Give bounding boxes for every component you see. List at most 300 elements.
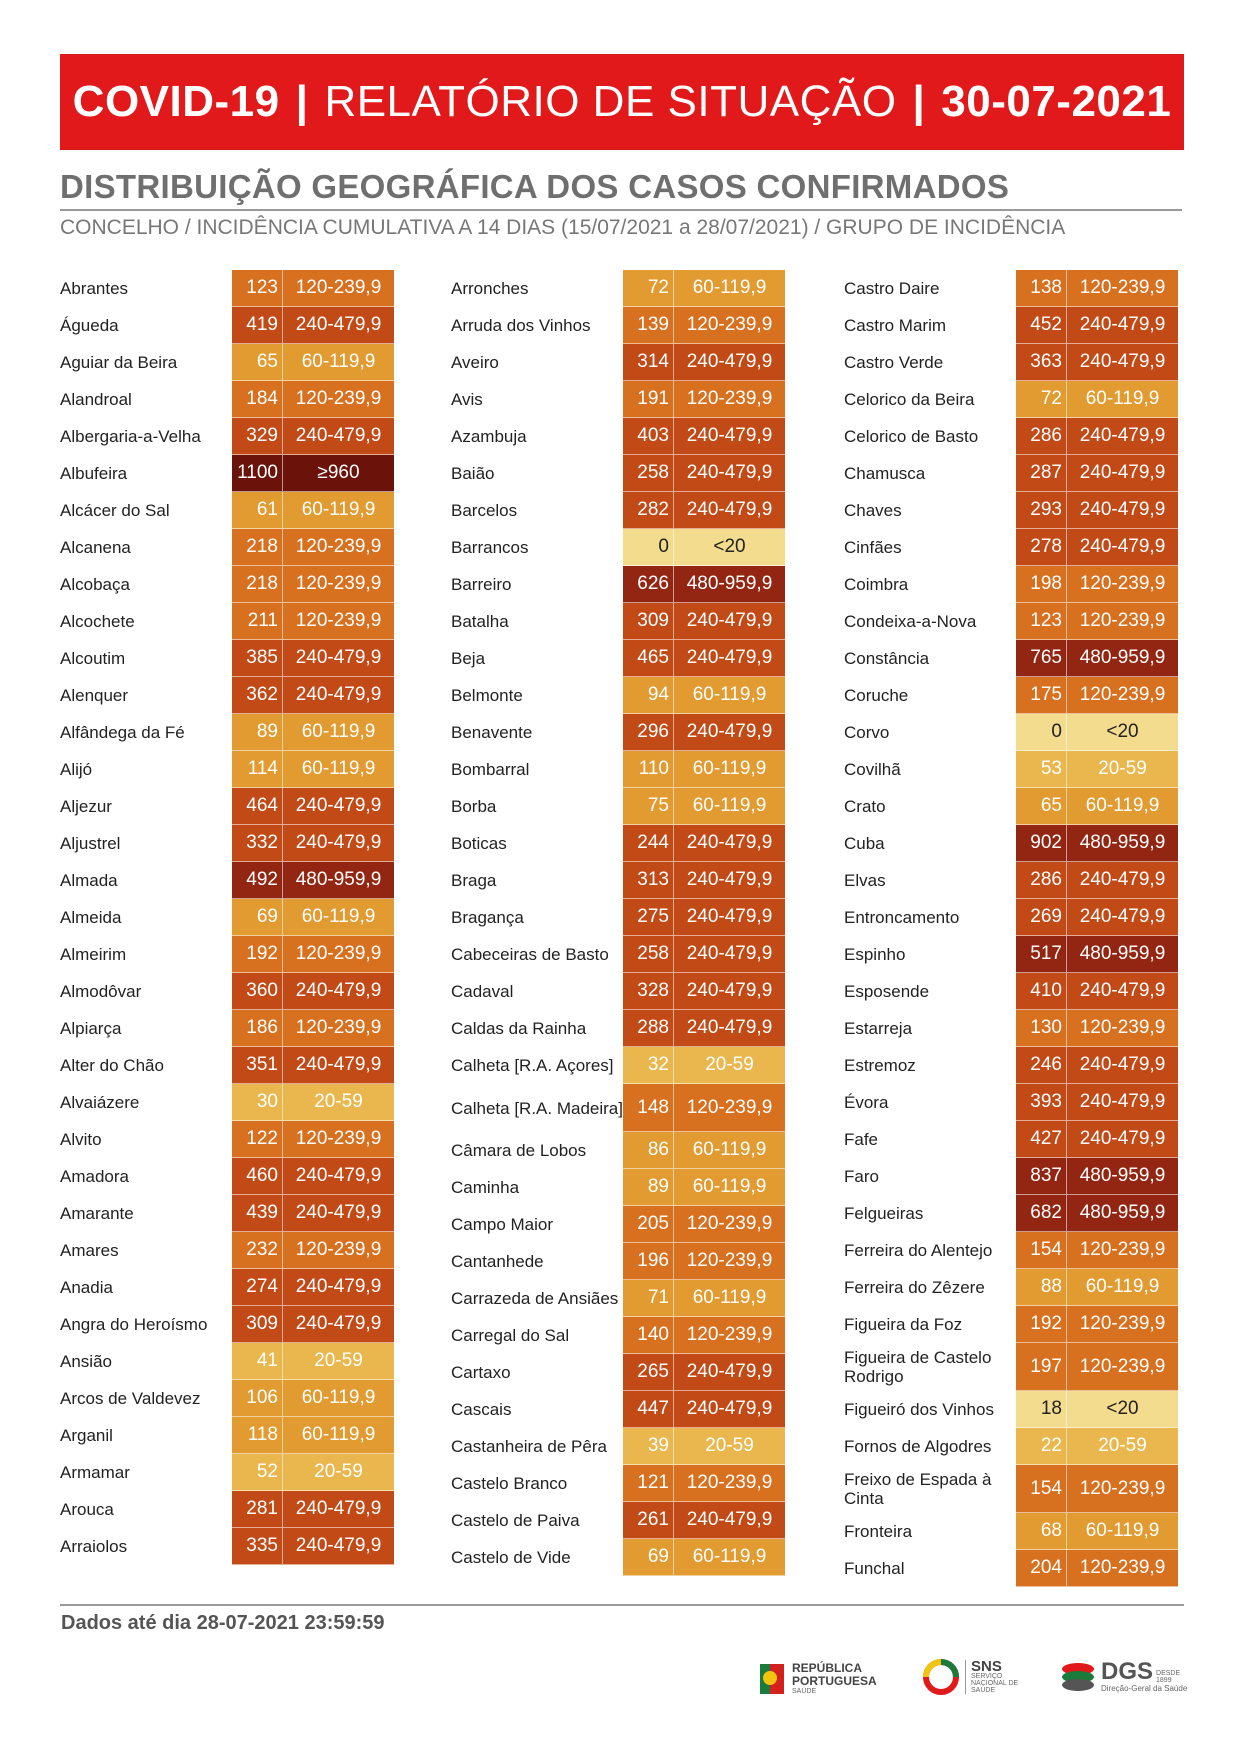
incidence-value: 393 — [1016, 1084, 1067, 1121]
dgs-logo — [1060, 1658, 1187, 1694]
incidence-value: 139 — [623, 307, 674, 344]
municipality-name: Braga — [451, 871, 497, 890]
incidence-value: 123 — [232, 270, 283, 307]
incidence-group: 240-479,9 — [283, 825, 394, 862]
table-row — [451, 640, 791, 677]
incidence-group: 240-479,9 — [283, 418, 394, 455]
incidence-group: 240-479,9 — [283, 1047, 394, 1084]
table-column-1 — [60, 270, 400, 1565]
table-row — [844, 1465, 1184, 1513]
table-row — [844, 1084, 1184, 1121]
municipality-name: Carrazeda de Ansiães — [451, 1289, 619, 1308]
municipality-name: Ferreira do Zêzere — [844, 1278, 985, 1297]
table-row — [451, 677, 791, 714]
table-row — [60, 270, 400, 307]
table-row — [60, 1121, 400, 1158]
incidence-group: 60-119,9 — [674, 1132, 785, 1169]
table-row — [60, 381, 400, 418]
municipality-name: Alijó — [60, 760, 93, 779]
incidence-group: 120-239,9 — [1067, 1550, 1178, 1587]
table-row — [451, 1243, 791, 1280]
incidence-group: 240-479,9 — [674, 973, 785, 1010]
table-row — [451, 566, 791, 603]
incidence-value: 218 — [232, 529, 283, 566]
incidence-group: 60-119,9 — [283, 899, 394, 936]
table-row — [60, 788, 400, 825]
incidence-group: 120-239,9 — [674, 307, 785, 344]
incidence-value: 18 — [1016, 1391, 1067, 1428]
incidence-group: 480-959,9 — [1067, 825, 1178, 862]
incidence-group: 120-239,9 — [283, 566, 394, 603]
incidence-value: 69 — [623, 1539, 674, 1576]
republica-line2: PORTUGUESA — [792, 1673, 877, 1688]
incidence-value: 196 — [623, 1243, 674, 1280]
table-row — [844, 603, 1184, 640]
incidence-value: 313 — [623, 862, 674, 899]
municipality-name: Figueira de Castelo Rodrigo — [844, 1348, 992, 1386]
municipality-name: Aguiar da Beira — [60, 353, 178, 372]
incidence-group: 60-119,9 — [283, 344, 394, 381]
table-row — [451, 1169, 791, 1206]
incidence-value: 439 — [232, 1195, 283, 1232]
incidence-group: 240-479,9 — [1067, 899, 1178, 936]
incidence-value: 517 — [1016, 936, 1067, 973]
table-row — [451, 492, 791, 529]
municipality-name: Armamar — [60, 1463, 130, 1482]
municipality-name: Aljustrel — [60, 834, 121, 853]
municipality-name: Arouca — [60, 1500, 114, 1519]
incidence-value: 293 — [1016, 492, 1067, 529]
table-row — [60, 307, 400, 344]
table-row — [844, 418, 1184, 455]
incidence-group: 20-59 — [1067, 1428, 1178, 1465]
sns-logo — [922, 1658, 1033, 1696]
municipality-name: Cantanhede — [451, 1252, 544, 1271]
municipality-name: Amarante — [60, 1204, 134, 1223]
incidence-value: 68 — [1016, 1513, 1067, 1550]
incidence-group: 60-119,9 — [283, 751, 394, 788]
municipality-name: Abrantes — [60, 279, 129, 298]
table-row — [844, 1010, 1184, 1047]
incidence-value: 72 — [1016, 381, 1067, 418]
table-row — [451, 1539, 791, 1576]
table-row — [844, 1391, 1184, 1428]
footer-divider — [60, 1604, 1184, 1606]
table-row — [451, 714, 791, 751]
incidence-group: <20 — [674, 529, 785, 566]
municipality-name: Cinfães — [844, 538, 902, 557]
municipality-name: Albufeira — [60, 464, 128, 483]
sns-title: SNS — [971, 1658, 1002, 1675]
sns-subtitle: SERVIÇO NACIONAL DE SAÚDE — [971, 1673, 1019, 1694]
incidence-group: 120-239,9 — [283, 1010, 394, 1047]
municipality-name: Arraiolos — [60, 1537, 128, 1556]
table-row — [844, 1195, 1184, 1232]
incidence-group: 240-479,9 — [1067, 529, 1178, 566]
section-title: DISTRIBUIÇÃO GEOGRÁFICA DOS CASOS CONFIRMADOS — [60, 168, 1182, 211]
incidence-group: 240-479,9 — [283, 973, 394, 1010]
incidence-value: 39 — [623, 1428, 674, 1465]
incidence-group: 120-239,9 — [1067, 1010, 1178, 1047]
incidence-group: 240-479,9 — [283, 1195, 394, 1232]
incidence-group: 480-959,9 — [1067, 1195, 1178, 1232]
municipality-name: Campo Maior — [451, 1215, 554, 1234]
table-row — [451, 1465, 791, 1502]
incidence-group: 240-479,9 — [1067, 973, 1178, 1010]
incidence-value: 138 — [1016, 270, 1067, 307]
incidence-value: 410 — [1016, 973, 1067, 1010]
incidence-group: 60-119,9 — [283, 714, 394, 751]
incidence-value: 88 — [1016, 1269, 1067, 1306]
municipality-name: Calheta [R.A. Açores] — [451, 1056, 614, 1075]
title-covid: COVID-19 — [72, 77, 280, 126]
incidence-group: 240-479,9 — [674, 1502, 785, 1539]
table-row — [60, 492, 400, 529]
dgs-subtitle: Direção-Geral da Saúde — [1101, 1683, 1188, 1693]
table-row — [451, 1428, 791, 1465]
republica-line1: REPÚBLICA — [792, 1660, 863, 1675]
incidence-group: 240-479,9 — [283, 640, 394, 677]
table-row — [451, 1317, 791, 1354]
incidence-value: 427 — [1016, 1121, 1067, 1158]
table-row — [60, 1528, 400, 1565]
incidence-value: 447 — [623, 1391, 674, 1428]
municipality-name: Estarreja — [844, 1019, 913, 1038]
incidence-group: 240-479,9 — [1067, 492, 1178, 529]
incidence-value: 232 — [232, 1232, 283, 1269]
municipality-name: Constância — [844, 649, 930, 668]
republica-emblem-icon — [758, 1658, 786, 1698]
municipality-name: Alenquer — [60, 686, 129, 705]
incidence-group: 240-479,9 — [1067, 307, 1178, 344]
municipality-name: Chaves — [844, 501, 902, 520]
municipality-name: Felgueiras — [844, 1204, 924, 1223]
municipality-name: Alcanena — [60, 538, 131, 557]
incidence-value: 22 — [1016, 1428, 1067, 1465]
municipality-name: Aveiro — [451, 353, 499, 372]
incidence-value: 246 — [1016, 1047, 1067, 1084]
table-column-3 — [844, 270, 1184, 1587]
incidence-value: 53 — [1016, 751, 1067, 788]
incidence-value: 106 — [232, 1380, 283, 1417]
table-row — [60, 1010, 400, 1047]
table-row — [60, 603, 400, 640]
municipality-name: Bombarral — [451, 760, 530, 779]
incidence-group: 240-479,9 — [283, 788, 394, 825]
incidence-value: 281 — [232, 1491, 283, 1528]
table-row — [451, 1502, 791, 1539]
municipality-name: Beja — [451, 649, 486, 668]
table-row — [60, 751, 400, 788]
table-row — [60, 418, 400, 455]
table-row — [60, 714, 400, 751]
incidence-group: 480-959,9 — [1067, 640, 1178, 677]
municipality-name: Funchal — [844, 1559, 905, 1578]
municipality-name: Benavente — [451, 723, 533, 742]
municipality-name: Caldas da Rainha — [451, 1019, 587, 1038]
incidence-value: 123 — [1016, 603, 1067, 640]
table-row — [844, 1550, 1184, 1587]
incidence-group: 240-479,9 — [283, 677, 394, 714]
incidence-group: 120-239,9 — [283, 381, 394, 418]
municipality-name: Amadora — [60, 1167, 129, 1186]
table-row — [60, 1343, 400, 1380]
table-row — [451, 418, 791, 455]
table-row — [451, 751, 791, 788]
incidence-group: 240-479,9 — [283, 307, 394, 344]
municipality-name: Alandroal — [60, 390, 132, 409]
incidence-group: 240-479,9 — [283, 1306, 394, 1343]
table-row — [844, 455, 1184, 492]
incidence-value: 288 — [623, 1010, 674, 1047]
section-caption: CONCELHO / INCIDÊNCIA CUMULATIVA A 14 DIAS (15/07/2021 a 28/07/2021) / GRUPO DE INCIDÊNCIA — [60, 216, 1066, 239]
municipality-name: Arruda dos Vinhos — [451, 316, 591, 335]
municipality-name: Cadaval — [451, 982, 514, 1001]
table-row — [451, 1084, 791, 1132]
incidence-value: 385 — [232, 640, 283, 677]
table-row — [60, 862, 400, 899]
incidence-value: 140 — [623, 1317, 674, 1354]
incidence-value: 65 — [232, 344, 283, 381]
incidence-group: 120-239,9 — [283, 270, 394, 307]
table-row — [844, 492, 1184, 529]
incidence-value: 286 — [1016, 862, 1067, 899]
sns-emblem-icon — [922, 1658, 960, 1696]
table-row — [60, 1158, 400, 1195]
incidence-value: 89 — [623, 1169, 674, 1206]
municipality-name: Aljezur — [60, 797, 112, 816]
municipality-name: Angra do Heroísmo — [60, 1315, 208, 1334]
incidence-value: 286 — [1016, 418, 1067, 455]
incidence-value: 65 — [1016, 788, 1067, 825]
incidence-value: 204 — [1016, 1550, 1067, 1587]
incidence-value: 52 — [232, 1454, 283, 1491]
incidence-group: 240-479,9 — [1067, 455, 1178, 492]
incidence-group: 60-119,9 — [674, 788, 785, 825]
municipality-name: Batalha — [451, 612, 509, 631]
incidence-group: 20-59 — [674, 1047, 785, 1084]
incidence-value: 837 — [1016, 1158, 1067, 1195]
incidence-group: 60-119,9 — [674, 1169, 785, 1206]
incidence-group: 480-959,9 — [674, 566, 785, 603]
table-row — [60, 677, 400, 714]
title-date: 30-07-2021 — [941, 77, 1172, 126]
municipality-name: Castro Daire — [844, 279, 940, 298]
table-row — [844, 788, 1184, 825]
table-row — [451, 1206, 791, 1243]
incidence-value: 154 — [1016, 1232, 1067, 1269]
municipality-name: Castro Marim — [844, 316, 947, 335]
incidence-value: 351 — [232, 1047, 283, 1084]
municipality-name: Coimbra — [844, 575, 909, 594]
table-row — [60, 455, 400, 492]
table-row — [844, 714, 1184, 751]
table-row — [844, 1428, 1184, 1465]
incidence-group: 240-479,9 — [1067, 1047, 1178, 1084]
table-row — [451, 825, 791, 862]
incidence-group: <20 — [1067, 714, 1178, 751]
incidence-group: 240-479,9 — [674, 825, 785, 862]
municipality-name: Figueiró dos Vinhos — [844, 1400, 994, 1419]
municipality-name: Castanheira de Pêra — [451, 1437, 607, 1456]
municipality-name: Borba — [451, 797, 497, 816]
incidence-group: 60-119,9 — [1067, 1269, 1178, 1306]
municipality-name: Cabeceiras de Basto — [451, 945, 609, 964]
municipality-name: Entroncamento — [844, 908, 960, 927]
municipality-name: Caminha — [451, 1178, 520, 1197]
incidence-value: 0 — [1016, 714, 1067, 751]
incidence-value: 403 — [623, 418, 674, 455]
incidence-group: 120-239,9 — [1067, 1306, 1178, 1343]
table-row — [451, 529, 791, 566]
table-row — [451, 307, 791, 344]
dgs-year: DESDE 1899 — [1156, 1669, 1181, 1684]
table-row — [844, 529, 1184, 566]
incidence-value: 328 — [623, 973, 674, 1010]
incidence-value: 682 — [1016, 1195, 1067, 1232]
incidence-group: 20-59 — [1067, 751, 1178, 788]
incidence-value: 61 — [232, 492, 283, 529]
incidence-value: 360 — [232, 973, 283, 1010]
incidence-value: 902 — [1016, 825, 1067, 862]
table-row — [451, 1280, 791, 1317]
incidence-group: 120-239,9 — [674, 1084, 785, 1132]
incidence-value: 258 — [623, 455, 674, 492]
incidence-value: 121 — [623, 1465, 674, 1502]
municipality-name: Castelo Branco — [451, 1474, 568, 1493]
incidence-group: 240-479,9 — [674, 344, 785, 381]
incidence-value: 118 — [232, 1417, 283, 1454]
municipality-name: Águeda — [60, 316, 119, 335]
table-row — [60, 1491, 400, 1528]
incidence-value: 94 — [623, 677, 674, 714]
incidence-value: 32 — [623, 1047, 674, 1084]
incidence-group: 240-479,9 — [674, 862, 785, 899]
incidence-group: 240-479,9 — [674, 936, 785, 973]
municipality-name: Amares — [60, 1241, 119, 1260]
municipality-name: Alvito — [60, 1130, 102, 1149]
municipality-name: Cuba — [844, 834, 885, 853]
municipality-name: Alvaiázere — [60, 1093, 140, 1112]
municipality-name: Ansião — [60, 1352, 112, 1371]
incidence-group: 20-59 — [283, 1084, 394, 1121]
incidence-group: 240-479,9 — [283, 1269, 394, 1306]
incidence-group: 120-239,9 — [674, 1465, 785, 1502]
incidence-value: 148 — [623, 1084, 674, 1132]
table-row — [844, 307, 1184, 344]
title-separator-2: | — [912, 77, 926, 126]
municipality-name: Barcelos — [451, 501, 518, 520]
table-row — [844, 899, 1184, 936]
incidence-group: 60-119,9 — [283, 492, 394, 529]
table-row — [844, 1269, 1184, 1306]
municipality-name: Almeida — [60, 908, 122, 927]
municipality-name: Arronches — [451, 279, 529, 298]
incidence-group: 120-239,9 — [1067, 1465, 1178, 1513]
incidence-value: 278 — [1016, 529, 1067, 566]
municipality-name: Alcobaça — [60, 575, 130, 594]
incidence-group: 60-119,9 — [674, 677, 785, 714]
table-row — [60, 1380, 400, 1417]
incidence-value: 154 — [1016, 1465, 1067, 1513]
municipality-name: Évora — [844, 1093, 889, 1112]
incidence-value: 464 — [232, 788, 283, 825]
municipality-name: Cartaxo — [451, 1363, 511, 1382]
title-separator-1: | — [295, 77, 309, 126]
table-row — [844, 1343, 1184, 1391]
incidence-group: 240-479,9 — [283, 1528, 394, 1565]
table-row — [844, 1232, 1184, 1269]
incidence-value: 86 — [623, 1132, 674, 1169]
municipality-name: Barreiro — [451, 575, 512, 594]
incidence-group: ≥960 — [283, 455, 394, 492]
incidence-group: 120-239,9 — [283, 1121, 394, 1158]
table-row — [844, 862, 1184, 899]
incidence-group: 240-479,9 — [283, 1491, 394, 1528]
municipality-name: Almada — [60, 871, 118, 890]
incidence-value: 460 — [232, 1158, 283, 1195]
municipality-name: Fafe — [844, 1130, 879, 1149]
municipality-name: Alcochete — [60, 612, 135, 631]
incidence-group: 120-239,9 — [283, 936, 394, 973]
municipality-name: Chamusca — [844, 464, 926, 483]
incidence-group: 20-59 — [283, 1343, 394, 1380]
municipality-name: Freixo de Espada à Cinta — [844, 1470, 992, 1508]
table-row — [451, 1047, 791, 1084]
incidence-group: 240-479,9 — [674, 1010, 785, 1047]
municipality-name: Calheta [R.A. Madeira] — [451, 1098, 623, 1118]
table-row — [60, 1417, 400, 1454]
incidence-group: 120-239,9 — [674, 1317, 785, 1354]
table-row — [60, 1269, 400, 1306]
incidence-value: 175 — [1016, 677, 1067, 714]
incidence-value: 362 — [232, 677, 283, 714]
municipality-name: Coruche — [844, 686, 909, 705]
table-row — [60, 973, 400, 1010]
incidence-group: 20-59 — [674, 1428, 785, 1465]
table-row — [451, 1391, 791, 1428]
incidence-group: <20 — [1067, 1391, 1178, 1428]
table-row — [844, 1121, 1184, 1158]
table-row — [60, 344, 400, 381]
incidence-value: 122 — [232, 1121, 283, 1158]
incidence-group: 240-479,9 — [674, 455, 785, 492]
incidence-group: 120-239,9 — [1067, 270, 1178, 307]
table-row — [844, 640, 1184, 677]
municipality-name: Avis — [451, 390, 483, 409]
incidence-value: 218 — [232, 566, 283, 603]
incidence-group: 120-239,9 — [674, 1243, 785, 1280]
incidence-value: 72 — [623, 270, 674, 307]
table-row — [60, 1454, 400, 1491]
municipality-name: Esposende — [844, 982, 930, 1001]
table-row — [451, 455, 791, 492]
dgs-title: DGS — [1101, 1657, 1154, 1685]
incidence-value: 287 — [1016, 455, 1067, 492]
table-row — [844, 344, 1184, 381]
table-row — [60, 1047, 400, 1084]
republica-line3: SAÚDE — [792, 1687, 817, 1695]
table-row — [844, 1306, 1184, 1343]
table-row — [451, 1354, 791, 1391]
incidence-group: 60-119,9 — [283, 1417, 394, 1454]
table-row — [844, 751, 1184, 788]
incidence-group: 480-959,9 — [1067, 1158, 1178, 1195]
incidence-group: 240-479,9 — [1067, 418, 1178, 455]
municipality-name: Câmara de Lobos — [451, 1141, 587, 1160]
table-row — [60, 529, 400, 566]
table-row — [60, 1084, 400, 1121]
